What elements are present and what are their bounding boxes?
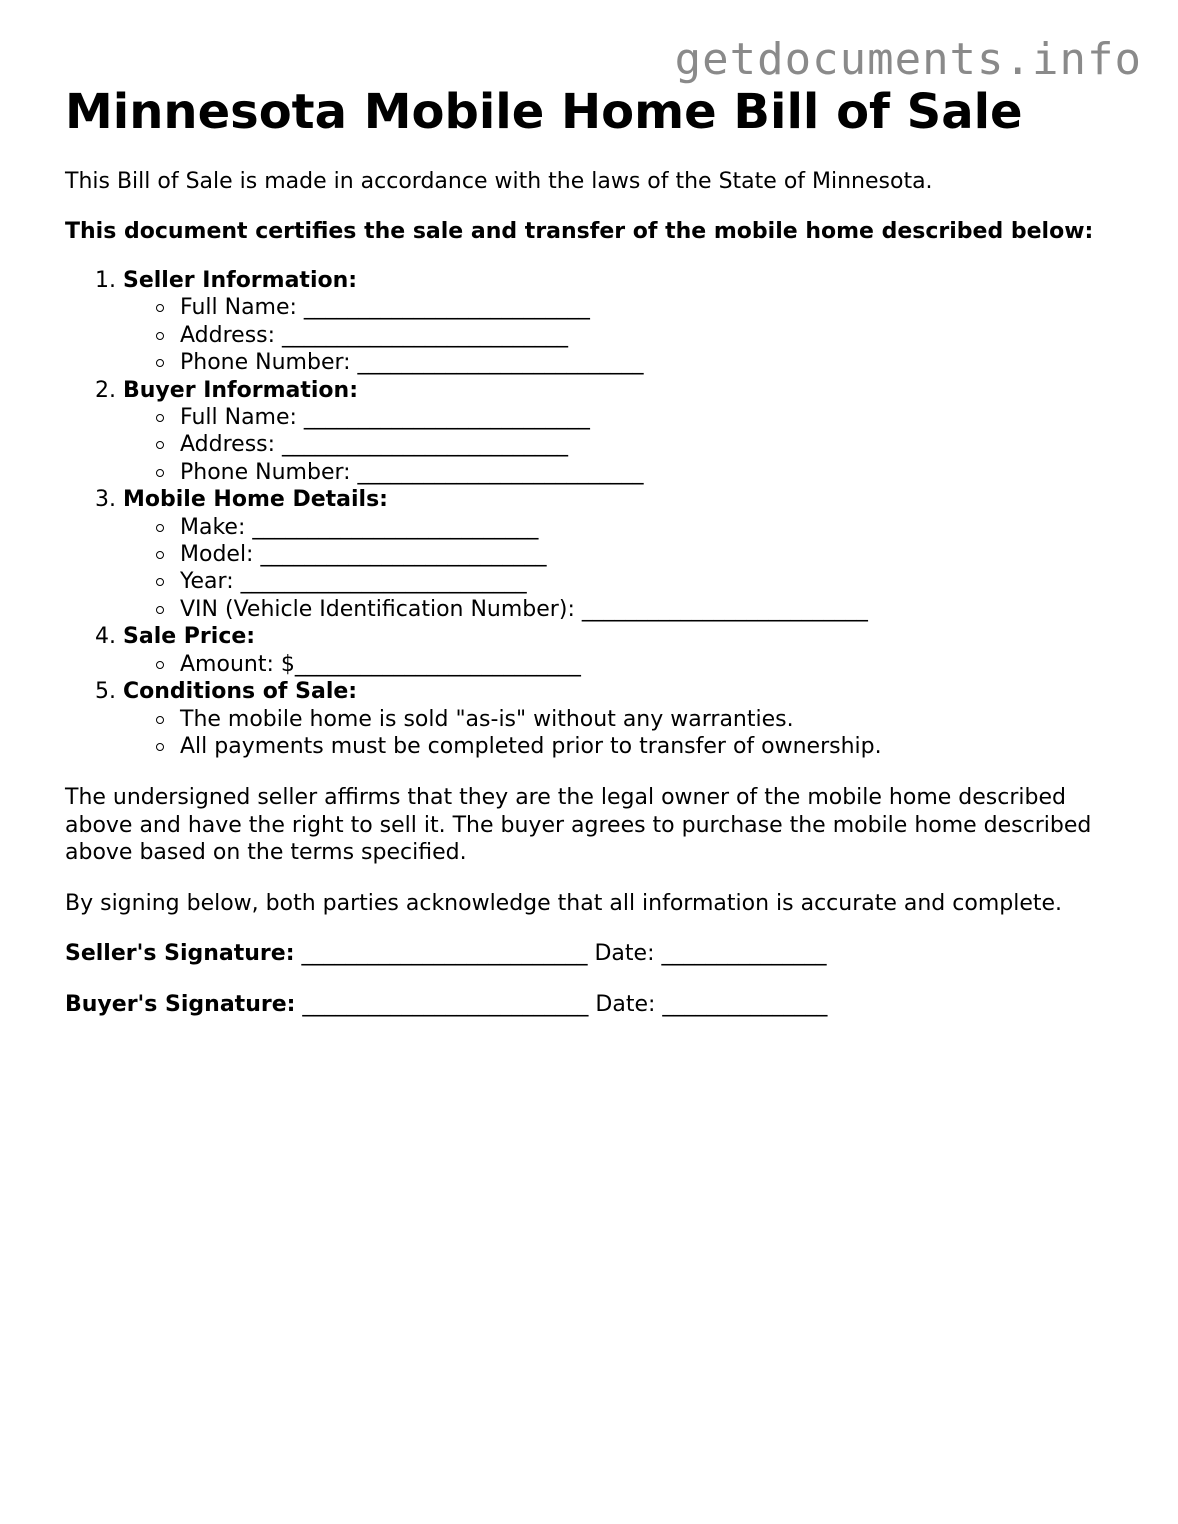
year-field: Year: __________________________ <box>180 568 1125 595</box>
acknowledgement-text: By signing below, both parties acknowledge that all information is accurate and complete. <box>65 890 1063 916</box>
seller-full-name-field: Full Name: __________________________ <box>180 294 1125 321</box>
seller-signature-label: Seller's Signature: <box>65 941 295 967</box>
seller-fields <box>123 294 1125 376</box>
condition-as-is: The mobile home is sold "as-is" without any warranties. <box>180 706 1125 733</box>
seller-signature-blanks: __________________________ Date: _______________ <box>294 941 827 967</box>
document-body <box>65 84 1125 1018</box>
buyer-phone-field: Phone Number: __________________________ <box>180 459 1125 486</box>
section-title: Seller Information: <box>123 268 358 293</box>
amount-field: Amount: $__________________________ <box>180 651 1125 678</box>
affirmation-text: The undersigned seller affirms that they are the legal owner of the mobile home described above and have the right to sell it. The buyer agrees to purchase the mobile home described above based on the terms specified. <box>65 785 1092 866</box>
certify-statement: This document certifies the sale and transfer of the mobile home described below: <box>65 218 1094 244</box>
mobile-home-fields <box>123 514 1125 624</box>
section-conditions-of-sale <box>123 678 1125 760</box>
intro-text: This Bill of Sale is made in accordance with the laws of the State of Minnesota. <box>65 169 933 194</box>
page-title: Minnesota Mobile Home Bill of Sale <box>65 84 1023 140</box>
vin-field: VIN (Vehicle Identification Number): __________________________ <box>180 596 1125 623</box>
section-mobile-home-details <box>123 486 1125 623</box>
seller-signature-line <box>65 940 1125 968</box>
condition-payments: All payments must be completed prior to transfer of ownership. <box>180 733 1125 760</box>
buyer-signature-line <box>65 991 1125 1019</box>
seller-address-field: Address: __________________________ <box>180 322 1125 349</box>
section-seller-information <box>123 267 1125 377</box>
section-title: Conditions of Sale: <box>123 679 358 705</box>
buyer-signature-blanks: __________________________ Date: _______________ <box>295 991 828 1017</box>
make-field: Make: __________________________ <box>180 514 1125 541</box>
section-title: Sale Price: <box>123 624 256 650</box>
section-title: Buyer Information: <box>123 377 358 403</box>
section-sale-price <box>123 623 1125 678</box>
section-title: Mobile Home Details: <box>123 487 388 513</box>
sale-price-fields <box>123 651 1125 678</box>
model-field: Model: __________________________ <box>180 541 1125 568</box>
buyer-address-field: Address: __________________________ <box>180 431 1125 458</box>
buyer-fields <box>123 404 1125 486</box>
buyer-full-name-field: Full Name: __________________________ <box>180 404 1125 431</box>
sections-list <box>65 267 1125 760</box>
conditions-list <box>123 706 1125 761</box>
watermark: getdocuments.info <box>674 34 1142 85</box>
seller-phone-field: Phone Number: __________________________ <box>180 349 1125 376</box>
buyer-signature-label: Buyer's Signature: <box>65 991 296 1017</box>
section-buyer-information <box>123 377 1125 487</box>
